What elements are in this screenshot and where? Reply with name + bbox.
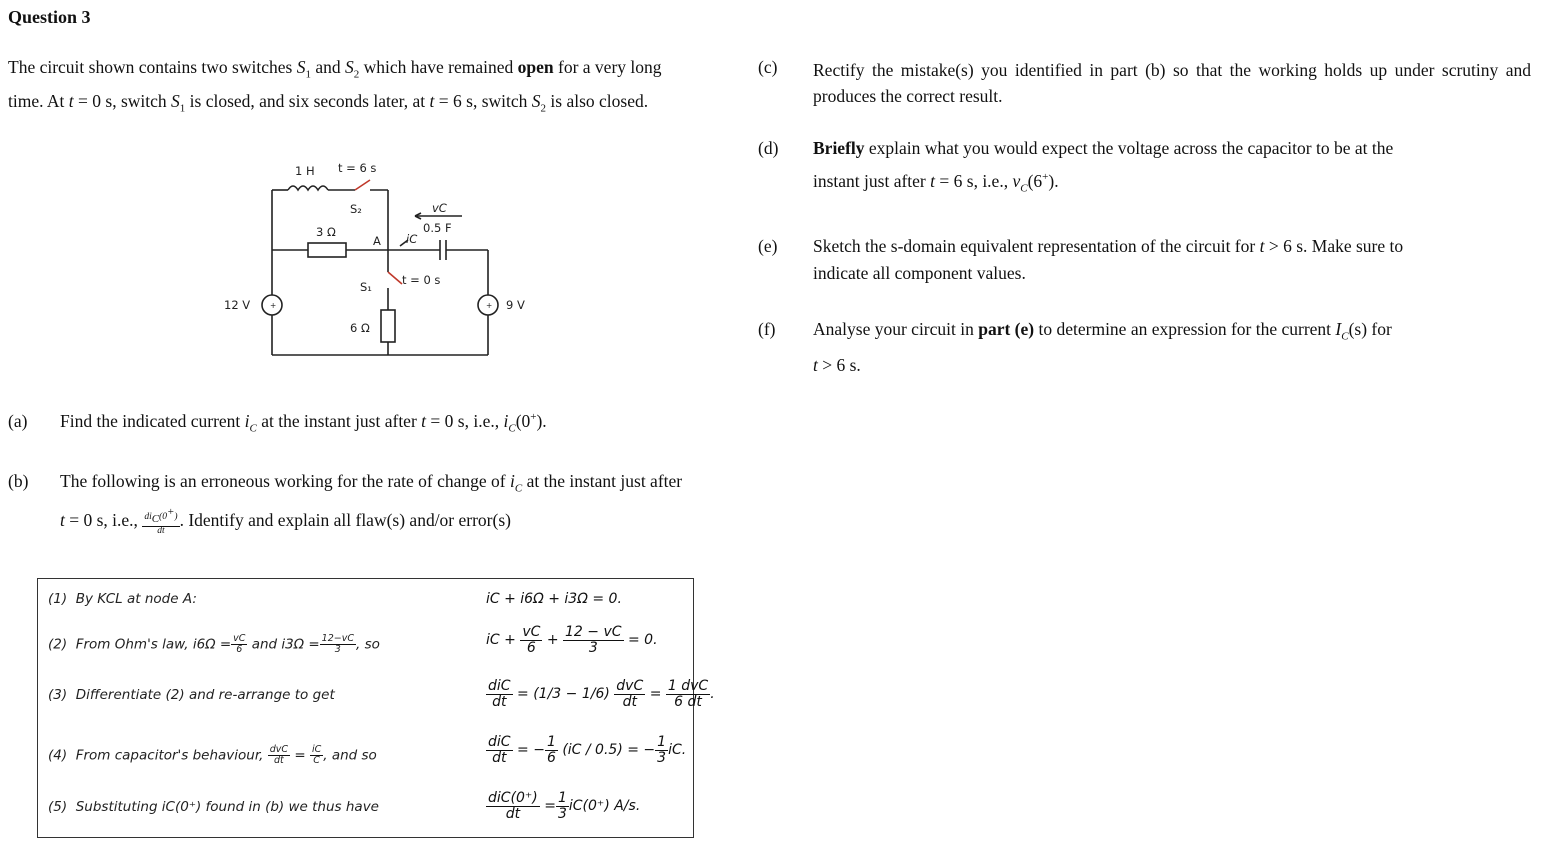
label-vc: vC (432, 201, 447, 215)
step-5-math: $\frac{\text{diC(0⁺)}}{dt}$ = $\frac{1}{3}$ iC(0⁺) A/s. (488, 790, 641, 822)
part-a-text: Find the indicated current $i_C$ at the instant just after t = 0 s, i.e., $i_C(0^+)$. (60, 411, 547, 435)
inductor-coil (288, 186, 328, 190)
intro-line-1: The circuit shown contains two switches $S_1$ and $S_2$ which have remained open for a very long (8, 57, 662, 81)
step-4-text: (4) From capacitor's behaviour, $\frac{\text{dvC}}{dt}$ = $\frac{iC}{C}$ , and so (48, 744, 377, 766)
label-6ohm: 6 Ω (350, 321, 370, 335)
circuit-diagram (210, 150, 530, 365)
resistor-3ohm (308, 243, 346, 257)
step-2-text: (2) From Ohm's law, i6Ω = $\frac{vC}{6}$ and i3Ω = $\frac{12-vC}{3}$ , so (48, 633, 380, 655)
part-e-label: (e) (758, 236, 778, 256)
question-title: Question 3 (8, 7, 91, 27)
label-capacitor: 0.5 F (423, 221, 452, 235)
label-inductor: 1 H (295, 164, 315, 178)
part-e-text-2: indicate all component values. (813, 263, 1026, 283)
step-3-text: (3) Differentiate (2) and re-arrange to get (48, 687, 335, 703)
part-b-label: (b) (8, 471, 29, 491)
switch-s2-blade (355, 180, 370, 190)
part-d-text-2: instant just after t = 6 s, i.e., $v_C(6^+)$. (813, 171, 1059, 195)
step-5-text: (5) Substituting iC(0⁺) found in (b) we thus have (48, 799, 379, 815)
label-ic: iC (406, 232, 418, 246)
label-s2: S₂ (350, 202, 362, 216)
svg-text:+: + (486, 301, 493, 310)
part-d-text-1: Briefly explain what you would expect the voltage across the capacitor to be at the (813, 138, 1394, 158)
label-12v: 12 V (224, 298, 251, 312)
step-3-math: $\frac{\text{diC}}{dt}$ = (1/3 − 1/6) $\frac{\text{dvC}}{dt}$ = $\frac{\text{1 dvC}}{6 dt}$ . (488, 678, 715, 710)
step-1-text: (1) By KCL at node A: (48, 591, 197, 607)
step-1-math: iC + i6Ω + i3Ω = 0. (486, 591, 622, 607)
part-c-label: (c) (758, 57, 778, 77)
resistor-6ohm (381, 310, 395, 342)
part-c-text: Rectify the mistake(s) you identified in part (b) so that the working holds up under scrutiny and produces the correct result. (813, 60, 1531, 106)
step-2-math: iC + $\frac{vC}{6}$ + $\frac{12 - vC}{3}$ = 0. (486, 624, 658, 656)
step-4-math: $\frac{\text{diC}}{dt}$ = − $\frac{1}{6}$ (iC / 0.5) = − $\frac{1}{3}$ iC. (488, 734, 687, 766)
part-f-text-2: t > 6 s. (813, 355, 861, 375)
label-9v: 9 V (506, 298, 525, 312)
part-b-text-2: t = 0 s, i.e., $\frac{di_C(0^+)}{dt}$ . Identify and explain all flaw(s) and/or error(s) (60, 506, 511, 536)
label-3ohm: 3 Ω (316, 225, 336, 239)
part-f-text-1: Analyse your circuit in part (e) to determine an expression for the current $I_C(s)$ for (813, 319, 1392, 343)
part-b-text-1: The following is an erroneous working for the rate of change of $i_C$ at the instant just after (60, 471, 683, 495)
part-b-fraction: $\frac{di_C(0^+)}{dt}$ (144, 506, 178, 536)
part-e-text-1: Sketch the s-domain equivalent representation of the circuit for t > 6 s. Make sure to (813, 236, 1404, 256)
label-node-a: A (373, 234, 381, 248)
intro-line-2: time. At t = 0 s, switch $S_1$ is closed, and six seconds later, at t = 6 s, switch $S_2$ is also closed. (8, 91, 649, 115)
part-a-label: (a) (8, 411, 28, 431)
part-d-label: (d) (758, 138, 779, 158)
working-box (37, 578, 715, 838)
label-s2-time: t = 6 s (338, 161, 377, 175)
svg-text:+: + (270, 301, 277, 310)
label-s1-time: t = 0 s (402, 273, 441, 287)
switch-s1-blade (388, 272, 402, 284)
label-s1: S₁ (360, 280, 372, 294)
part-f-label: (f) (758, 319, 776, 339)
